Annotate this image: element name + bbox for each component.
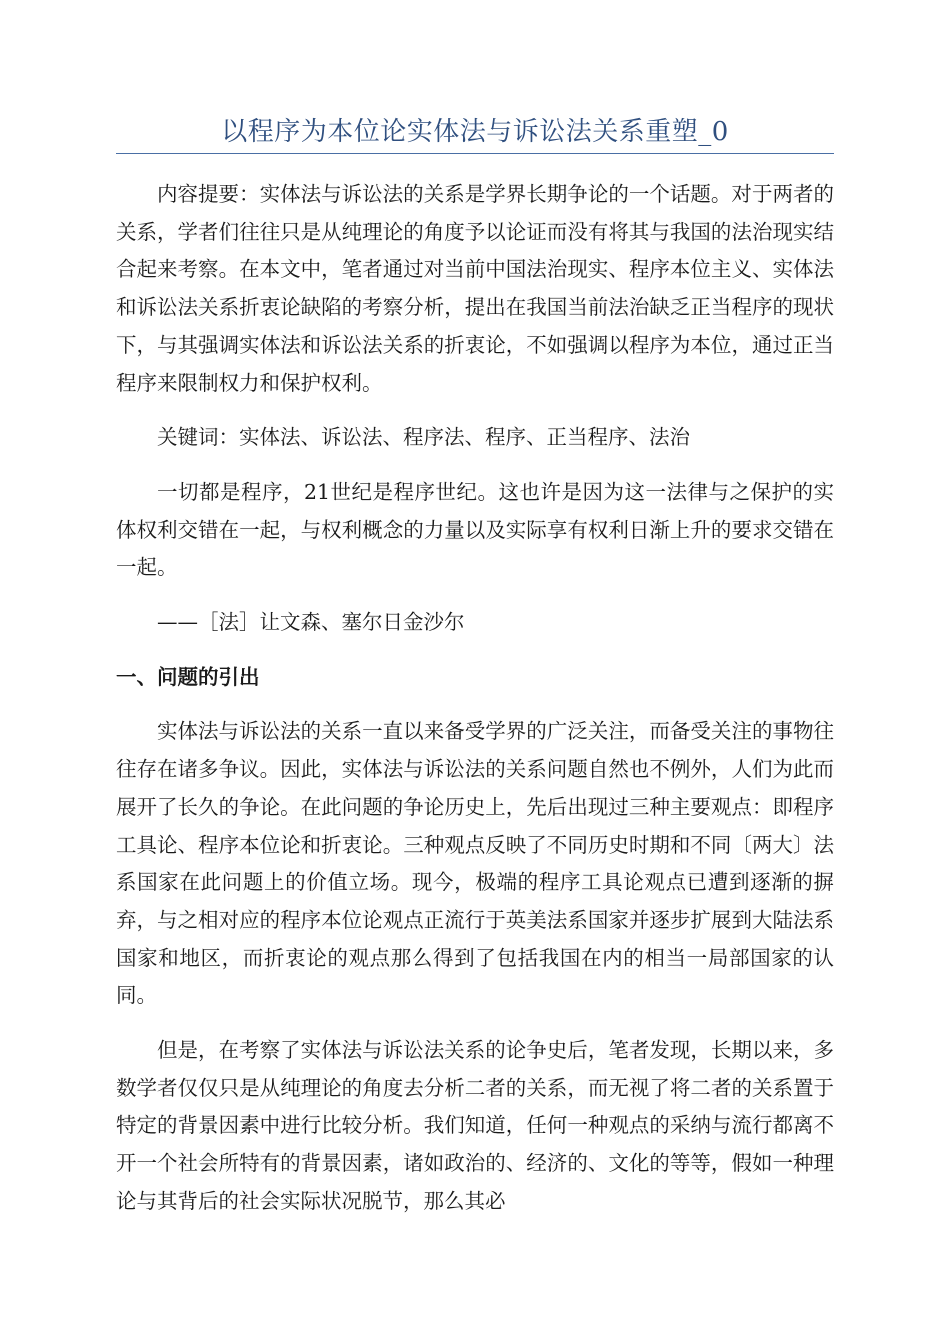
- keywords-paragraph: 关键词：实体法、诉讼法、程序法、程序、正当程序、法治: [157, 425, 690, 450]
- abstract-paragraph: 内容提要：实体法与诉讼法的关系是学界长期争论的一个话题。对于两者的关系，学者们往往只是从纯理论的角度予以论证而没有将其与我国的法治现实结合起来考察。在本文中，笔者通过对当前中国法治现实、程序本位主义、实体法和诉讼法关系折衷论缺陷的考察分析，提出在我国当前法治缺乏正当程序的现状下，与其强调实体法和诉讼法关系的折衷论，不如强调以程序为本位，通过正当程序来限制权力和保护权利。: [116, 182, 834, 395]
- title-underline: [116, 153, 834, 154]
- body-paragraph: 但是，在考察了实体法与诉讼法关系的论争史后，笔者发现，长期以来，多数学者仅仅只是从纯理论的角度去分析二者的关系，而无视了将二者的关系置于特定的背景因素中进行比较分析。我们知道，任何一种观点的采纳与流行都离不开一个社会所特有的背景因素，诸如政治的、经济的、文化的等等，假如一种理论与其背后的社会实际状况脱节，那么其必: [116, 1038, 834, 1213]
- document-page: [116, 0, 834, 1238]
- epigraph-source: ——［法］让文森、塞尔日金沙尔: [157, 610, 465, 635]
- body-paragraph: 实体法与诉讼法的关系一直以来备受学界的广泛关注，而备受关注的事物往往存在诸多争议。因此，实体法与诉讼法的关系问题自然也不例外，人们为此而展开了长久的争论。在此问题的争论历史上，先后出现过三种主要观点：即程序工具论、程序本位论和折衷论。三种观点反映了不同历史时期和不同〔两大〕法系国家在此问题上的价值立场。现今，极端的程序工具论观点已遭到逐渐的摒弃，与之相对应的程序本位论观点正流行于英美法系国家并逐步扩展到大陆法系国家和地区，而折衷论的观点那么得到了包括我国在内的相当一局部国家的认同。: [116, 719, 834, 1008]
- document-title: 以程序为本位论实体法与诉讼法关系重塑_0: [221, 117, 729, 147]
- document-body: [116, 176, 834, 1221]
- epigraph-paragraph: 一切都是程序，21世纪是程序世纪。这也许是因为这一法律与之保护的实体权利交错在一起，与权利概念的力量以及实际享有权利日渐上升的要求交错在一起。: [116, 479, 834, 580]
- section-heading: 一、问题的引出: [116, 664, 260, 689]
